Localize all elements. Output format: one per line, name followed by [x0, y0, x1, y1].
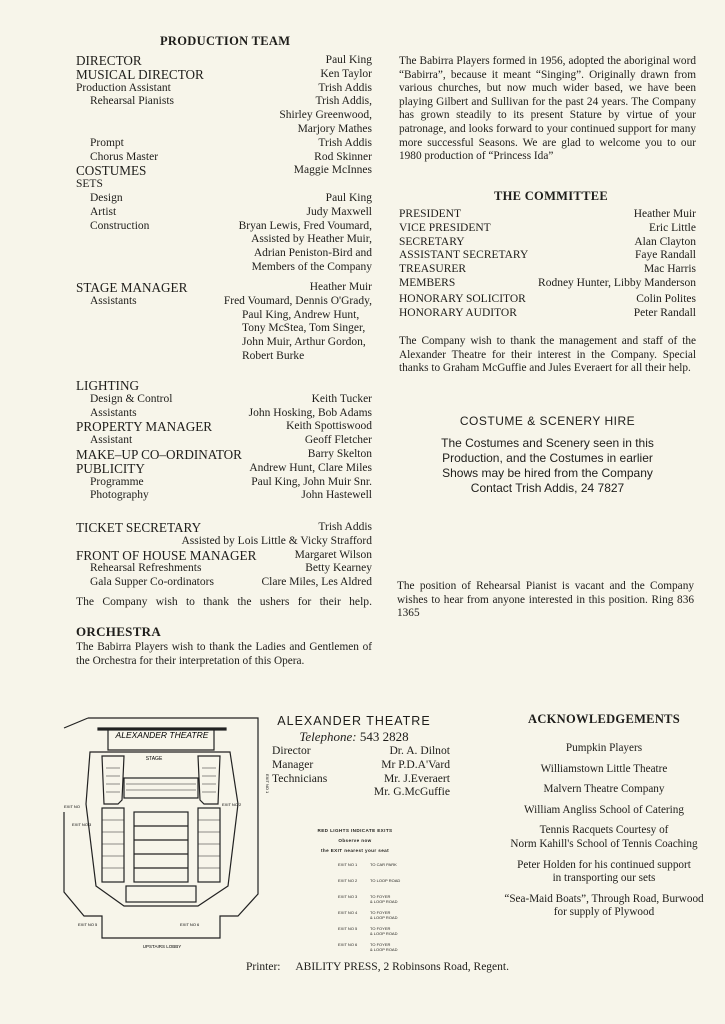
staff-row — [272, 772, 450, 786]
team-value: Trish Addis — [318, 136, 372, 149]
team-row — [76, 82, 372, 96]
printer-line — [246, 961, 509, 973]
technical-label: MAKE–UP CO–ORDINATOR — [76, 446, 242, 462]
team-value: Members of the Company — [251, 260, 372, 273]
staff-role: Technicians — [272, 771, 328, 785]
hire-line: The Costumes and Scenery seen in this — [441, 436, 654, 450]
acknowledgement-line: “Sea-Maid Boats”, Through Road, Burwood — [504, 892, 704, 905]
production-team-heading: PRODUCTION TEAM — [160, 34, 291, 48]
team-row — [76, 95, 372, 109]
team-label: COSTUMES — [76, 163, 147, 179]
team-row — [76, 68, 372, 82]
team-label: MUSICAL DIRECTOR — [76, 66, 204, 82]
exit-destination — [370, 894, 398, 910]
technical-value: Paul King, John Muir Snr. — [251, 475, 372, 488]
committee-honorary-row — [399, 307, 696, 321]
exit-to: TO FOYER — [370, 926, 391, 931]
team-row — [76, 247, 372, 261]
exit-row — [338, 926, 418, 942]
technical-label: Photography — [90, 489, 149, 502]
assistants-line: Robert Burke — [242, 349, 305, 362]
team-label: DIRECTOR — [76, 53, 142, 68]
committee-heading: THE COMMITTEE — [494, 189, 608, 203]
committee-list — [399, 208, 696, 291]
staff-row — [272, 758, 450, 772]
team-row — [76, 151, 372, 165]
committee-row — [399, 208, 696, 222]
hire-heading: COSTUME & SCENERY HIRE — [459, 414, 636, 428]
team-label: Artist — [90, 205, 117, 218]
team-row — [76, 137, 372, 151]
acknowledgement-item — [492, 804, 716, 818]
committee-value: Heather Muir — [633, 208, 696, 220]
acknowledgements-list — [492, 742, 716, 927]
technical-row — [76, 462, 372, 476]
technical-row — [76, 489, 372, 503]
technical-value: John Hosking, Bob Adams — [248, 406, 372, 419]
printer-text: ABILITY PRESS, 2 Robinsons Road, Regent. — [295, 961, 509, 973]
team-row — [76, 261, 372, 275]
staff-name: Mr. G.McGuffie — [373, 785, 450, 799]
front-of-house-label: Rehearsal Refreshments — [90, 562, 202, 575]
exit-destination — [370, 942, 398, 958]
exit-destination — [370, 926, 398, 942]
committee-label: TREASURER — [399, 263, 467, 276]
team-value: Marjory Mathes — [297, 122, 372, 135]
technical-row — [76, 448, 372, 462]
red-lights-text: RED LIGHTS INDICATE EXITS — [317, 828, 393, 833]
committee-honorary-value: Peter Randall — [633, 306, 696, 319]
technical-row — [76, 393, 372, 407]
exit-to: TO FOYER — [370, 910, 391, 915]
technical-label: PUBLICITY — [76, 460, 145, 476]
technical-value: Andrew Hunt, Clare Miles — [249, 461, 372, 474]
red-lights-notice — [300, 826, 410, 856]
technical-label: Design & Control — [90, 392, 173, 405]
committee-label: SECRETARY — [399, 235, 465, 248]
acknowledgement-item — [492, 783, 716, 797]
plan-title: ALEXANDER THEATRE — [115, 730, 209, 740]
team-value: Judy Maxwell — [306, 205, 372, 218]
production-team-list — [76, 54, 372, 275]
team-row — [76, 123, 372, 137]
committee-row — [399, 277, 696, 291]
team-value: Paul King — [325, 54, 372, 66]
committee-honorary-value: Colin Polites — [636, 293, 696, 305]
exit-to-2: & LOOP ROAD — [370, 915, 398, 920]
team-row — [76, 220, 372, 234]
committee-label: ASSISTANT SECRETARY — [399, 249, 529, 262]
team-value: Bryan Lewis, Fred Voumard, — [238, 219, 372, 232]
committee-value: Mac Harris — [643, 263, 696, 276]
stage-manager-block — [76, 281, 372, 364]
hire-line: Shows may be hired from the Company — [442, 466, 653, 480]
technical-label: Assistant — [90, 434, 133, 447]
team-value: Trish Addis — [318, 81, 372, 94]
exit-to-2: & LOOP ROAD — [370, 947, 398, 952]
committee-row — [399, 222, 696, 236]
team-label: Production Assistant — [76, 81, 171, 94]
team-value: Assisted by Heather Muir, — [251, 233, 372, 246]
ushers-thanks: The Company wish to thank the ushers for their help. — [76, 594, 372, 608]
team-label: Rehearsal Pianists — [90, 95, 174, 108]
assistants-line: Tony McStea, Tom Singer, — [242, 322, 366, 335]
front-of-house-label: FRONT OF HOUSE MANAGER — [76, 547, 257, 563]
exit-to: TO FOYER — [370, 942, 391, 947]
committee-honorary-label: HONORARY AUDITOR — [399, 306, 517, 319]
team-value: Rod Skinner — [314, 150, 372, 163]
plan-exit-label: EXIT NO 5 — [78, 922, 98, 927]
technical-value: Barry Skelton — [307, 447, 372, 460]
exit-destination — [370, 910, 398, 926]
ticket-secretary-label: TICKET SECRETARY — [76, 520, 202, 535]
printer-label: Printer: — [246, 961, 281, 973]
team-value: Adrian Peniston-Bird and — [253, 247, 372, 260]
staff-row — [272, 744, 450, 758]
team-value: Paul King — [325, 191, 372, 204]
exit-destination — [370, 878, 400, 894]
nearest-exit-text: the EXIT nearest your seat — [320, 848, 390, 853]
committee-value: Alan Clayton — [634, 235, 696, 248]
acknowledgement-item — [492, 742, 716, 756]
acknowledgement-line: Pumpkin Players — [565, 742, 643, 754]
staff-name: Mr P.D.A'Vard — [381, 757, 450, 771]
exit-number: EXIT NO 2 — [338, 878, 358, 883]
team-row — [76, 54, 372, 68]
exit-to-2: & LOOP ROAD — [370, 899, 398, 904]
hire-line: Contact Trish Addis, 24 7827 — [470, 481, 625, 495]
committee-value: Faye Randall — [635, 249, 696, 262]
theatre-telephone — [270, 729, 438, 745]
technical-row — [76, 476, 372, 490]
acknowledgement-line: in transporting our sets — [552, 872, 656, 885]
pianist-notice: The position of Rehearsal Pianist is vacant and the Company wishes to hear from anyone interested in this position. Ring 836 1365 — [397, 580, 694, 620]
acknowledgement-item — [492, 859, 716, 886]
staff-role: Director — [272, 744, 311, 757]
staff-name: Mr. J.Everaert — [384, 771, 450, 785]
committee-label: PRESIDENT — [399, 208, 461, 220]
team-row — [76, 164, 372, 178]
technical-row — [76, 407, 372, 421]
front-of-house-value: Margaret Wilson — [294, 548, 372, 561]
acknowledgement-line: Tennis Racquets Courtesy of — [539, 824, 669, 837]
team-row — [76, 233, 372, 247]
exit-number: EXIT NO 3 — [338, 894, 358, 899]
exit-destination — [370, 862, 397, 878]
team-value: Ken Taylor — [320, 67, 372, 80]
front-of-house-row — [76, 549, 372, 563]
technical-value: Keith Spottiswood — [286, 420, 372, 433]
front-of-house-value: Betty Kearney — [305, 562, 372, 575]
exit-number: EXIT NO 1 — [338, 862, 358, 867]
technical-label: PROPERTY MANAGER — [76, 419, 213, 435]
committee-honorary-label: HONORARY SOLICITOR — [399, 293, 526, 305]
exit-to-2: & LOOP ROAD — [370, 931, 398, 936]
technical-value: Geoff Fletcher — [304, 434, 372, 447]
technical-row — [76, 379, 372, 393]
team-label: Prompt — [90, 136, 124, 149]
team-value: Trish Addis, — [315, 95, 372, 108]
hire-text — [399, 436, 696, 496]
technical-list — [76, 379, 372, 503]
ticket-assist: Assisted by Lois Little & Vicky Strafford — [181, 534, 372, 547]
team-row — [76, 206, 372, 220]
staff-row — [272, 785, 450, 799]
team-label: Construction — [90, 219, 150, 232]
exit-number: EXIT NO 6 — [338, 942, 358, 947]
committee-label: MEMBERS — [399, 276, 456, 289]
technical-row — [76, 420, 372, 434]
front-of-house-block — [76, 521, 372, 609]
exit-row — [338, 894, 418, 910]
team-label: SETS — [76, 178, 103, 191]
technical-row — [76, 434, 372, 448]
telephone-value: 543 2828 — [359, 729, 409, 744]
committee-row — [399, 263, 696, 277]
acknowledgement-line: Williamstown Little Theatre — [540, 762, 668, 775]
acknowledgement-item — [492, 763, 716, 777]
assistants-label: Assistants — [90, 294, 137, 307]
committee-label: VICE PRESIDENT — [399, 221, 491, 234]
technical-label: Programme — [90, 475, 144, 488]
theatre-staff — [272, 744, 450, 799]
plan-stage-label: STAGE — [145, 756, 163, 762]
plan-exit-label: EXIT NO 3 — [72, 822, 92, 827]
staff-name: Dr. A. Dilnot — [389, 744, 450, 757]
team-value: Maggie McInnes — [293, 164, 372, 177]
technical-label: Assistants — [90, 406, 137, 419]
theatre-name: ALEXANDER THEATRE — [277, 714, 431, 728]
acknowledgement-item — [492, 893, 716, 920]
committee-value: Eric Little — [649, 221, 696, 234]
committee-row — [399, 249, 696, 263]
orchestra-text: The Babirra Players wish to thank the Ladies and Gentlemen of the Orchestra for their interpretation of this Opera. — [76, 641, 372, 667]
theatre-seating-plan — [62, 716, 270, 948]
plan-exit-label: EXIT NO 2 — [222, 802, 242, 807]
stage-manager-label: STAGE MANAGER — [76, 280, 188, 295]
team-value: Shirley Greenwood, — [279, 109, 372, 122]
acknowledgement-line: William Angliss School of Catering — [524, 803, 684, 816]
team-label: Chorus Master — [90, 150, 159, 163]
acknowledgement-line: for supply of Plywood — [553, 906, 655, 919]
plan-exit-label: EXIT NO 6 — [180, 922, 200, 927]
committee-row — [399, 236, 696, 250]
telephone-label: Telephone: — [299, 729, 357, 744]
front-of-house-row — [76, 562, 372, 576]
committee-value: Rodney Hunter, Libby Manderson — [538, 276, 696, 289]
front-of-house-value: Clare Miles, Les Aldred — [261, 576, 372, 589]
committee-honorary-row — [399, 293, 696, 307]
front-of-house-row — [76, 576, 372, 590]
technical-value: John Hastewell — [301, 489, 372, 502]
technical-label: LIGHTING — [76, 378, 139, 393]
exit-row — [338, 862, 418, 878]
plan-exit-label: EXIT NO — [64, 804, 80, 809]
committee-honorary-list — [399, 293, 696, 321]
exit-row — [338, 942, 418, 958]
acknowledgement-line: Norm Kahill's School of Tennis Coaching — [510, 837, 698, 850]
plan-lobby-label: UPSTAIRS LOBBY — [142, 944, 182, 948]
hire-line: Production, and the Costumes in earlier — [442, 451, 653, 465]
exit-to: TO FOYER — [370, 894, 391, 899]
committee-thanks: The Company wish to thank the management and staff of the Alexander Theatre for their interest in the Company. Special thanks to Graham McGuffie and Jules Everaert for all their help. — [399, 335, 696, 375]
about-text: The Babirra Players formed in 1956, adopted the aboriginal word “Babirra”, because it meant “Singing”. Originally drawn from various churches, but now much wider based, we have been playing Gilbert and Sullivan for the past 24 years. The Company has grown steadily to its present Stature by virtue of your patronage, and looks forward to your continued support for many more successful Seasons. We are glad to welcome you to our 1980 production of “Princess Ida” — [399, 55, 696, 163]
staff-role: Manager — [272, 757, 314, 771]
orchestra-heading: ORCHESTRA — [76, 624, 162, 639]
ticket-secretary-value: Trish Addis — [318, 521, 372, 533]
team-label: Design — [90, 191, 123, 204]
exit-to: TO LOOP ROAD — [370, 878, 401, 883]
team-row — [76, 192, 372, 206]
acknowledgements-heading: ACKNOWLEDGEMENTS — [528, 712, 681, 726]
stage-manager-value: Heather Muir — [309, 281, 372, 293]
exit-number: EXIT NO 5 — [338, 926, 358, 931]
exit-to: TO CAR PARK — [370, 862, 397, 867]
plan-side-label: EXIT NO 1 — [265, 774, 270, 794]
assistants-line: Paul King, Andrew Hunt, — [242, 308, 360, 321]
technical-value: Keith Tucker — [311, 392, 372, 405]
acknowledgement-line: Peter Holden for his continued support — [517, 858, 691, 871]
assistants-line: John Muir, Arthur Gordon, — [242, 336, 366, 349]
team-row — [76, 109, 372, 123]
front-of-house-label: Gala Supper Co-ordinators — [90, 576, 214, 589]
observe-text: Observe now — [338, 838, 372, 843]
assistants-line: Fred Voumard, Dennis O'Grady, — [223, 294, 372, 307]
exit-row — [338, 910, 418, 926]
exit-list — [338, 862, 418, 958]
team-row — [76, 178, 372, 192]
acknowledgement-line: Malvern Theatre Company — [543, 783, 665, 796]
exit-number: EXIT NO 4 — [338, 910, 358, 915]
acknowledgement-item — [492, 824, 716, 851]
exit-row — [338, 878, 418, 894]
